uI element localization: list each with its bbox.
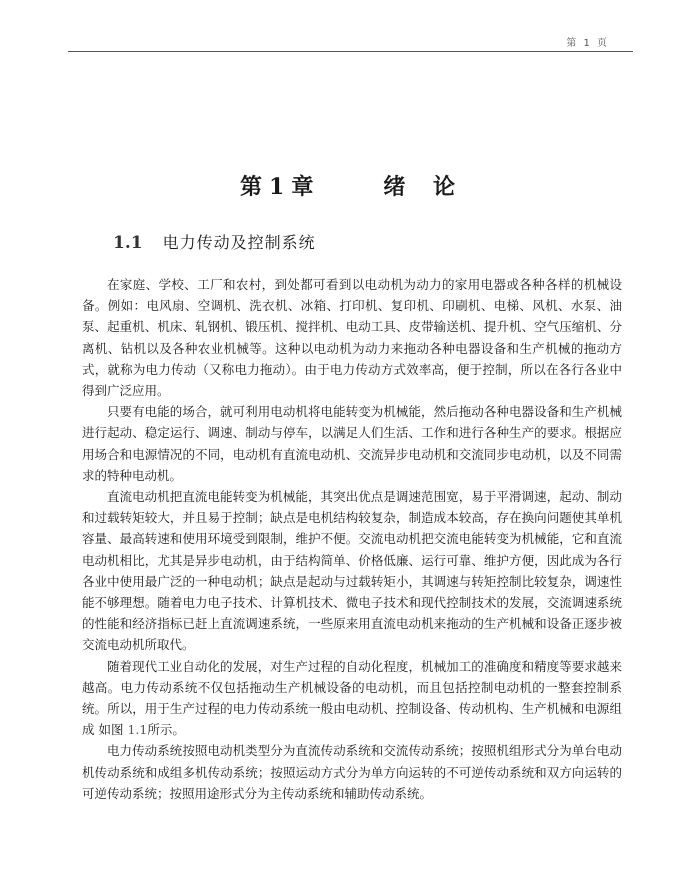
page-header [68,34,633,52]
chapter-number: 1 [269,174,287,200]
paragraph: 直流电动机把直流电能转变为机械能，其突出优点是调速范围宽，易于平滑调速，起动、制动和过载转矩较大，并且易于控制；缺点是电机结构较复杂，制造成本较高，存在换向问题使其单机容量、最高转速和使用环境受到限制，维护不便。交流电动机把交流电能转变为机械能，它和直流电动机相比，尤其是异步电动机，由于结构简单、价格低廉、运行可靠、维护方便，因此成为各行各业中使用最广泛的一种电动机；缺点是起动与过载转矩小，其调速与转矩控制比较复杂，调速性能不够理想。随着电力电子技术、计算机技术、微电子技术和现代控制技术的发展，交流调速系统的性能和经济指标已赶上直流调速系统，一些原来用直流电动机来拖动的生产机械和设备正逐步被交流电动机所取代。 [82,489,622,653]
chapter-suffix: 章 [291,175,316,200]
chapter-prefix: 第 [240,175,265,200]
figure-reference: 1.1 [127,722,148,738]
chapter-title [240,170,465,201]
paragraph [82,656,622,741]
body-text [82,274,622,804]
section-number: 1.1 [113,233,143,253]
page-number: 第 1 页 [566,38,609,49]
section-heading [113,230,316,253]
paragraph-text: 所示。 [147,722,185,738]
paragraph: 在家庭、学校、工厂和农村，到处都可看到以电动机为动力的家用电器或各种各样的机械设备。例如：电风扇、空调机、洗衣机、冰箱、打印机、复印机、印刷机、电梯、风机、水泵、油泵、起重机、机床、轧钢机、锻压机、搅拌机、电动工具、皮带输送机、提升机、空气压缩机、分离机、钻机以及各种农业机械等。这种以电动机为动力来拖动各种电器设备和生产机械的拖动方式，就称为电力传动（又称电力拖动）。由于电力传动方式效率高，便于控制，所以在各行各业中得到广泛应用。 [82,277,622,399]
paragraph-text: 随着现代工业自动化的发展，对生产过程的自动化程度，机械加工的准确度和精度等要求越来越高。电力传动系统不仅包括拖动生产机械设备的电动机，而且包括控制电动机的一整套控制系统。所以，用于生产过程的电力传动系统一般由电动机、控制设备、传动机构、生产机械和电源组成 如图 [82,658,622,738]
section-name: 电力传动及控制系统 [162,233,316,252]
chapter-name: 绪 论 [383,175,466,200]
paragraph: 电力传动系统按照电动机类型分为直流传动系统和交流传动系统；按照机组形式分为单台电动机传动系统和成组多机传动系统；按照运动方式分为单方向运转的不可逆传动系统和双方向运转的可逆传动系统；按照用途形式分为主传动系统和辅助传动系统。 [82,743,622,801]
paragraph: 只要有电能的场合，就可利用电动机将电能转变为机械能，然后拖动各种电器设备和生产机械进行起动、稳定运行、调速、制动与停车，以满足人们生活、工作和进行各种生产的要求。根据应用场合和电源情况的不同，电动机有直流电动机、交流异步电动机和交流同步电动机，以及不同需求的特种电动机。 [82,404,622,483]
